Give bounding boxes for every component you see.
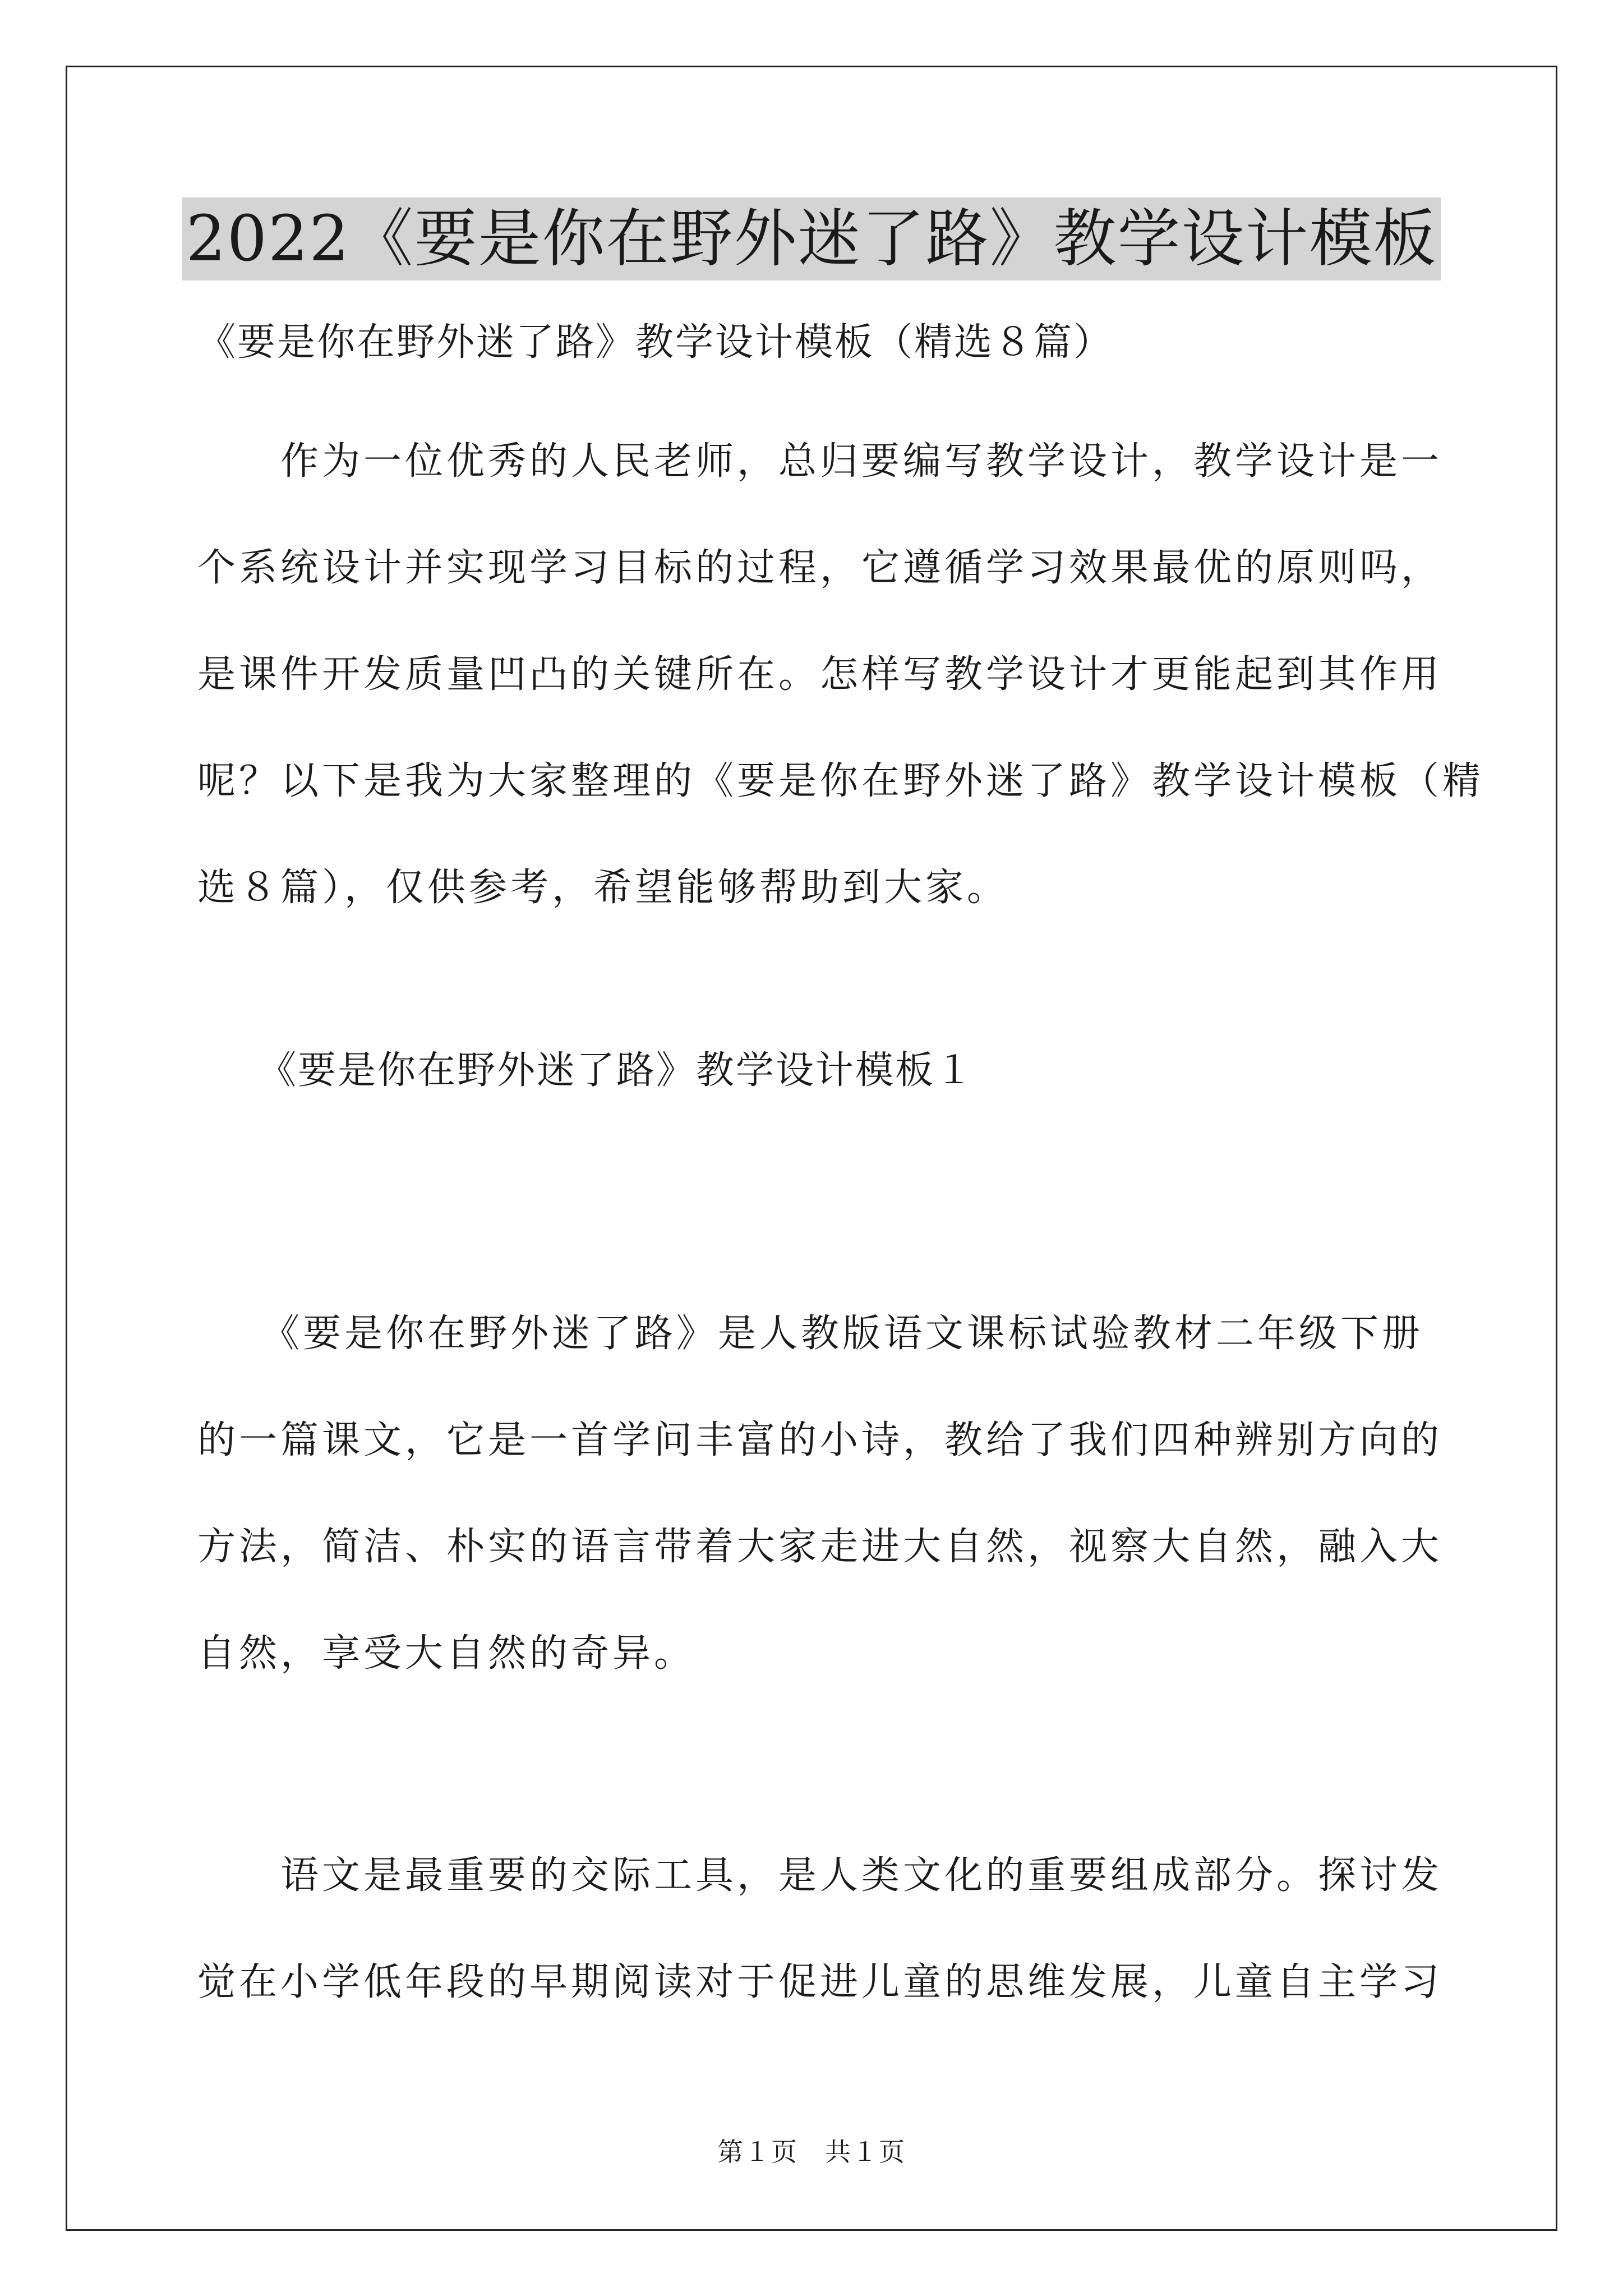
- document-title: 2022《要是你在野外迷了路》教学设计模板: [182, 197, 1440, 280]
- page-border: [66, 66, 1557, 2231]
- paragraph-line: 自然，享受大自然的奇异。: [197, 1631, 696, 1676]
- paragraph-line: 《要是你在野外迷了路》是人教版语文课标试验教材二年级下册: [197, 1312, 1424, 1356]
- paragraph-line: 方法，简洁、朴实的语言带着大家走进大自然，视察大自然，融入大: [197, 1525, 1443, 1569]
- section-heading: 《要是你在野外迷了路》教学设计模板１: [197, 1048, 975, 1093]
- intro-line: 是课件开发质量凹凸的关键所在。怎样写教学设计才更能起到其作用: [197, 652, 1443, 697]
- intro-line: 作为一位优秀的人民老师，总归要编写教学设计，教学设计是一: [197, 439, 1443, 484]
- paragraph-line: 的一篇课文，它是一首学问丰富的小诗，教给了我们四种辨别方向的: [197, 1418, 1443, 1462]
- document-subtitle: 《要是你在野外迷了路》教学设计模板（精选８篇）: [197, 320, 1114, 365]
- intro-line: 个系统设计并实现学习目标的过程，它遵循学习效果最优的原则吗，: [197, 546, 1443, 590]
- intro-line: 选８篇），仅供参考，希望能够帮助到大家。: [197, 866, 1009, 910]
- title-container: [0, 197, 1623, 280]
- paragraph-line: 语文是最重要的交际工具，是人类文化的重要组成部分。探讨发: [197, 1853, 1443, 1898]
- intro-line: 呢？以下是我为大家整理的《要是你在野外迷了路》教学设计模板（精: [197, 759, 1484, 803]
- page-footer: 第１页 共１页: [717, 2137, 906, 2167]
- paragraph-line: 觉在小学低年段的早期阅读对于促进儿童的思维发展，儿童自主学习: [197, 1960, 1443, 2004]
